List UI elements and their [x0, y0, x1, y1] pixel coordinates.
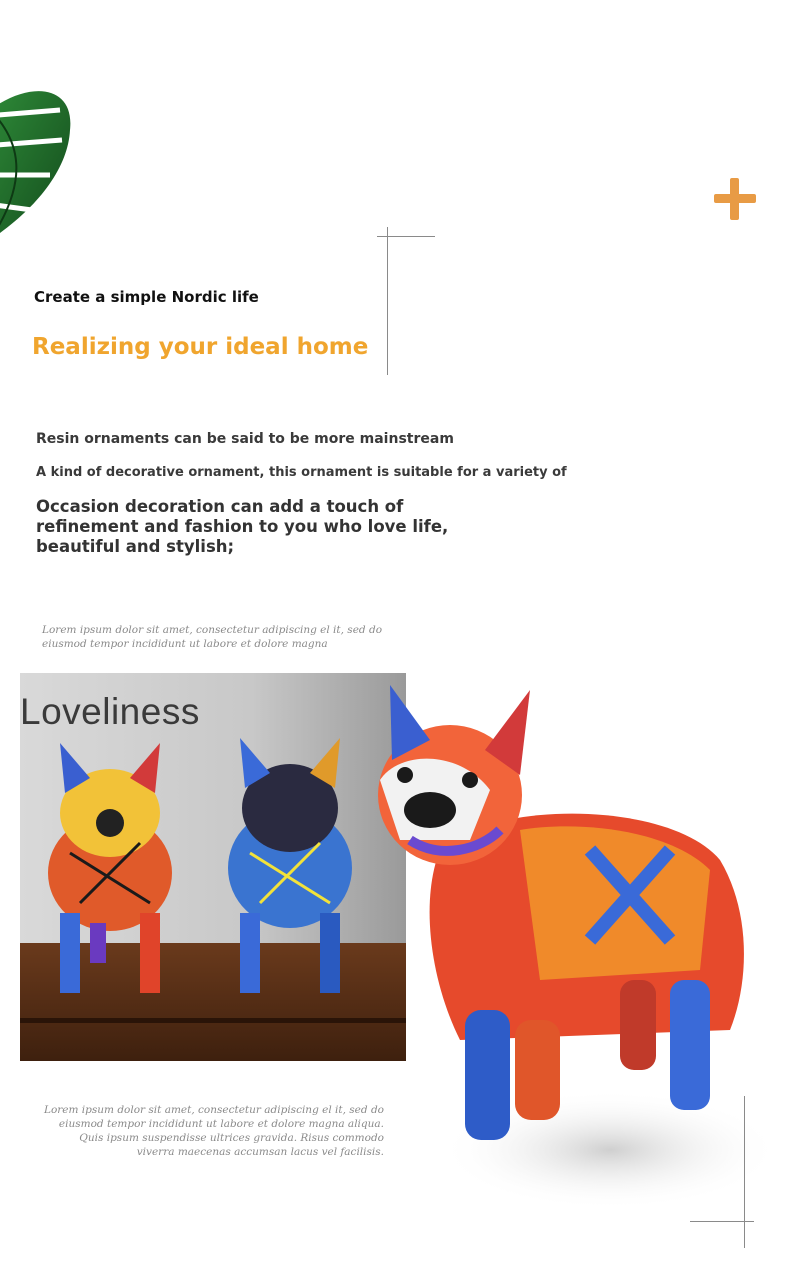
graffiti-bulldog-figure — [370, 680, 770, 1240]
divider-horizontal-bottom — [690, 1221, 754, 1222]
photo-sign-text: Loveliness — [20, 691, 200, 732]
description-line-2: A kind of decorative ornament, this ornament is suitable for a variety of — [36, 465, 567, 480]
description-line-1: Resin ornaments can be said to be more mainstream — [36, 431, 454, 447]
product-photo — [20, 673, 406, 1061]
placeholder-text-1: Lorem ipsum dolor sit amet, consectetur adipiscing el it, sed do eiusmod tempor incididunt ut labore et dolore magna — [42, 624, 383, 650]
placeholder-text-2: Lorem ipsum dolor sit amet, consectetur adipiscing el it, sed do eiusmod tempor incididunt ut labore et dolore magna aliqua. Quis ipsum suspendisse ultrices gravida. Risus commodo viverra maecenas accumsan lacus vel facilisis. — [43, 1104, 384, 1158]
monstera-leaf-icon — [0, 70, 80, 250]
page-headline: Realizing your ideal home — [32, 334, 369, 360]
description-line-3: Occasion decoration can add a touch of refinement and fashion to you who love life, beautiful and stylish; — [36, 497, 449, 556]
divider-vertical-bottom — [744, 1096, 745, 1248]
plus-icon — [714, 178, 756, 220]
divider-vertical — [387, 227, 388, 375]
divider-horizontal — [377, 236, 435, 237]
page-subtitle: Create a simple Nordic life — [34, 288, 259, 306]
